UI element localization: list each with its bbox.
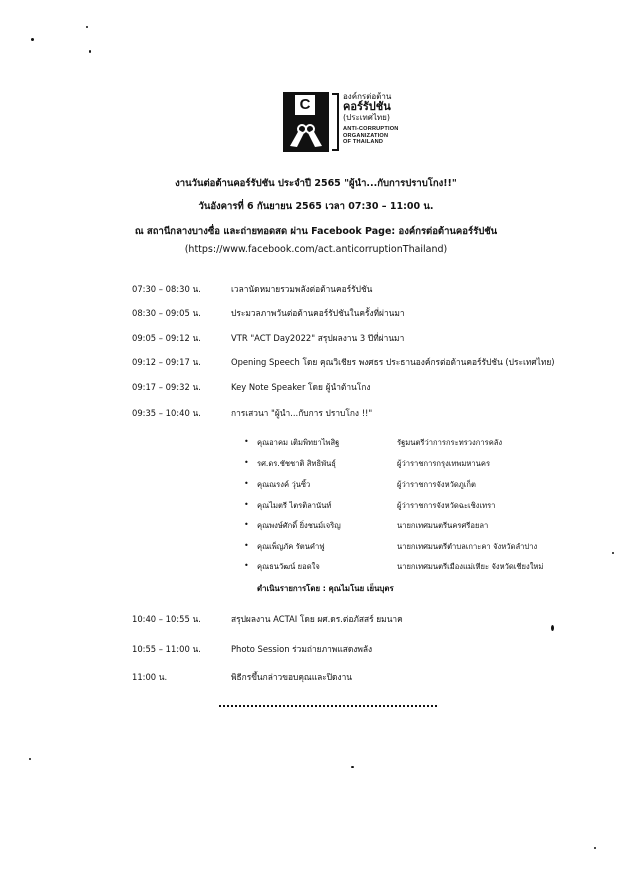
guest-position: นายกเทศมนตรีเมืองแม่เหียะ จังหวัดเชียงใหม่ xyxy=(397,562,544,571)
schedule-time: 09:12 – 09:17 น. xyxy=(132,357,201,367)
schedule-row xyxy=(0,406,632,420)
schedule-description: เวลานัดหมายรวมพลังต่อต้านคอร์รัปชัน xyxy=(231,284,373,294)
panel-guest xyxy=(0,541,632,555)
logo-c-letter: C xyxy=(295,95,315,115)
guest-name: คุณธนวัฒน์ ยอดใจ xyxy=(257,562,320,571)
schedule-time: 10:55 – 11:00 น. xyxy=(132,644,201,654)
logo-bracket xyxy=(330,92,340,152)
bullet-icon: • xyxy=(244,458,249,467)
schedule-row xyxy=(0,355,632,369)
logo-org-name-en-2: ORGANIZATION xyxy=(343,132,389,139)
bullet-icon: • xyxy=(244,479,249,488)
bullet-icon: • xyxy=(244,561,249,570)
logo-text xyxy=(343,92,461,146)
bullet-icon: • xyxy=(244,437,249,446)
panel-guest xyxy=(0,500,632,514)
schedule-time: 11:00 น. xyxy=(132,672,168,682)
logo-org-name-thai-3: (ประเทศไทย) xyxy=(343,113,390,122)
panel-guest xyxy=(0,437,632,451)
schedule-time: 08:30 – 09:05 น. xyxy=(132,308,201,318)
guest-name: คุณพงษ์ศักดิ์ ยิ่งชนม์เจริญ xyxy=(257,521,341,530)
schedule-description: VTR "ACT Day2022" สรุปผลงาน 3 ปีที่ผ่านมา xyxy=(231,333,405,343)
schedule-description: การเสวนา "ผู้นำ...กับการ ปราบโกง !!" xyxy=(231,408,373,418)
event-date: วันอังคารที่ 6 กันยายน 2565 เวลา 07:30 – 11:00 น. xyxy=(198,201,434,212)
scan-speck xyxy=(351,766,354,768)
handcuffed-hands-icon xyxy=(287,118,325,148)
logo-org-name-thai-1: องค์กรต่อต้าน xyxy=(343,92,392,101)
guest-name: คุณณรงค์ วุ่นซิ้ว xyxy=(257,480,311,489)
panel-guest xyxy=(0,520,632,534)
logo-org-name-en-1: ANTI-CORRUPTION xyxy=(343,126,399,132)
schedule-row xyxy=(0,612,632,626)
schedule-time: 07:30 – 08:30 น. xyxy=(132,284,201,294)
guest-name: คุณเพ็ญภัค รัตนคำฟู xyxy=(257,542,325,551)
guest-position: ผู้ว่าราชการกรุงเทพมหานคร xyxy=(397,459,491,468)
logo-org-name-thai-2: คอร์รัปชัน xyxy=(343,100,391,113)
logo-org-name-en-3: OF THAILAND xyxy=(343,139,384,146)
guest-position: นายกเทศมนตรีตำบลเกาะคา จังหวัดลำปาง xyxy=(397,542,538,551)
panel-guest xyxy=(0,479,632,493)
scan-speck xyxy=(89,50,91,53)
schedule-row xyxy=(0,642,632,656)
schedule-row xyxy=(0,282,632,296)
schedule-description: Opening Speech โดย คุณวิเชียร พงศธร ประธานองค์กรต่อต้านคอร์รัปชัน (ประเทศไทย) xyxy=(231,357,555,367)
schedule-row xyxy=(0,331,632,345)
scan-speck xyxy=(29,758,31,760)
schedule-row xyxy=(0,380,632,394)
schedule-description: Key Note Speaker โดย ผู้นำต้านโกง xyxy=(231,382,371,392)
facebook-url: (https://www.facebook.com/act.anticorruptionThailand) xyxy=(184,244,448,255)
schedule-description: ประมวลภาพวันต่อต้านคอร์รัปชันในครั้งที่ผ่านมา xyxy=(231,308,405,318)
schedule-time: 09:17 – 09:32 น. xyxy=(132,382,201,392)
event-venue: ณ สถานีกลางบางซื่อ และถ่ายทอดสด ผ่าน Facebook Page: องค์กรต่อต้านคอร์รัปชัน xyxy=(134,226,498,237)
schedule-row xyxy=(0,670,632,684)
organization-logo xyxy=(283,92,461,154)
schedule-time: 10:40 – 10:55 น. xyxy=(132,614,201,624)
guest-position: ผู้ว่าราชการจังหวัดฉะเชิงเทรา xyxy=(397,501,496,510)
bullet-icon: • xyxy=(244,520,249,529)
scan-speck xyxy=(31,38,34,41)
guest-name: คุณอาคม เติมพิทยาไพสิฐ xyxy=(257,438,340,447)
guest-position: ผู้ว่าราชการจังหวัดภูเก็ต xyxy=(397,480,476,489)
panel-guest xyxy=(0,561,632,575)
schedule-description: สรุปผลงาน ACTAI โดย ผศ.ดร.ต่อภัสสร์ ยมนาค xyxy=(231,614,403,624)
schedule-row xyxy=(0,306,632,320)
scan-speck xyxy=(86,26,88,28)
schedule-description: พิธีกรขึ้นกล่าวขอบคุณและปิดงาน xyxy=(231,672,353,682)
bullet-icon: • xyxy=(244,541,249,550)
logo-mark-icon xyxy=(283,92,329,152)
schedule-time: 09:05 – 09:12 น. xyxy=(132,333,201,343)
guest-position: รัฐมนตรีว่าการกระทรวงการคลัง xyxy=(397,438,503,447)
guest-name: คุณไมตรี ไตรติลานันท์ xyxy=(257,501,332,510)
panel-guest xyxy=(0,458,632,472)
guest-name: รศ.ดร.ชัชชาติ สิทธิพันธุ์ xyxy=(257,459,336,468)
schedule-description: Photo Session ร่วมถ่ายภาพแสดงพลัง xyxy=(231,644,373,654)
bullet-icon: • xyxy=(244,500,249,509)
event-title: งานวันต่อต้านคอร์รัปชัน ประจำปี 2565 "ผู้นำ...กับการปราบโกง!!" xyxy=(175,178,457,189)
scan-speck xyxy=(594,847,596,849)
end-divider xyxy=(219,705,437,707)
schedule-time: 09:35 – 10:40 น. xyxy=(132,408,201,418)
panel-moderator: ดำเนินรายการโดย : คุณไมโนย เย็นบุตร xyxy=(257,584,394,593)
guest-position: นายกเทศมนตรีนครศรีอยลา xyxy=(397,521,489,530)
